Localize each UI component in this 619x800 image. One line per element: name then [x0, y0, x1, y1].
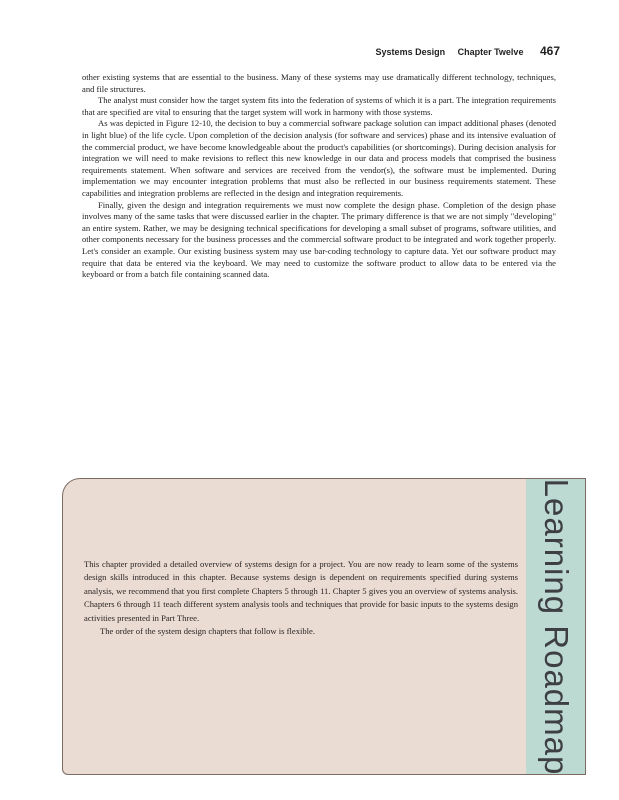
header-section-title: Systems Design [375, 47, 446, 57]
header-chapter-title: Chapter Twelve [457, 47, 524, 57]
roadmap-paragraph: This chapter provided a detailed overview of systems design for a project. You are now ready to learn some of the systems design skills introduced in this chapter. Because systems design is dependent on requirements specified during systems analysis, we recommend that you first complete Chapters 5 through 11. Chapter 5 gives you an overview of systems analysis. Chapters 6 through 11 teach different system analysis tools and techniques that provide for basic inputs to the systems design activities presented in Part Three. [84, 559, 518, 623]
body-paragraph: other existing systems that are essential to the business. Many of these systems may use dramatically different technology, techniques, and file structures. [82, 72, 556, 94]
body-paragraph: As was depicted in Figure 12-10, the decision to buy a commercial software package solution can impact additional phases (denoted in light blue) of the life cycle. Upon completion of the decision analysis (for software and services) phase and its intensive evaluation of the commercial product, we have become knowledgeable about the product's capabilities (or shortcomings). During decision analysis for integration we will need to make revisions to reflect this new knowledge in our data and process models that comprised the business requirements statement. When software and services are received from the vendor(s), the software must be implemented. During implementation we may encounter integration problems that must also be reflected in our business requirements statement. These capabilities and integration problems are reflected in the design and integration requirements. [82, 118, 556, 198]
learning-roadmap-tab-label: Learning Roadmap [537, 478, 575, 775]
body-paragraph: Finally, given the design and integration requirements we must now complete the design phase. Completion of the design phase involves many of the same tasks that were discussed earlier in the chapter. The primary difference is that we are not simply "developing" an entire system. Rather, we may be designing technical specifications for developing a small subset of programs, software utilities, and other components necessary for the business processes and the commercial software product to be integrated and work together properly. Let's consider an example. Our existing business system may use bar-coding technology to capture data. Yet our software product may require that data be entered via the keyboard. We may need to customize the software product to allow data to be entered via the keyboard or from a batch file containing scanned data. [82, 199, 556, 280]
running-header [0, 44, 560, 60]
body-text [82, 72, 556, 281]
body-paragraph: The analyst must consider how the target system fits into the federation of systems of which it is a part. The integration requirements that are specified are vital to ensuring that the target system will work in harmony with those systems. [82, 95, 556, 117]
learning-roadmap-tab [526, 478, 586, 775]
page-number: 467 [539, 44, 560, 58]
roadmap-paragraph: The order of the system design chapters that follow is flexible. [100, 626, 316, 637]
learning-roadmap-text [84, 558, 518, 638]
